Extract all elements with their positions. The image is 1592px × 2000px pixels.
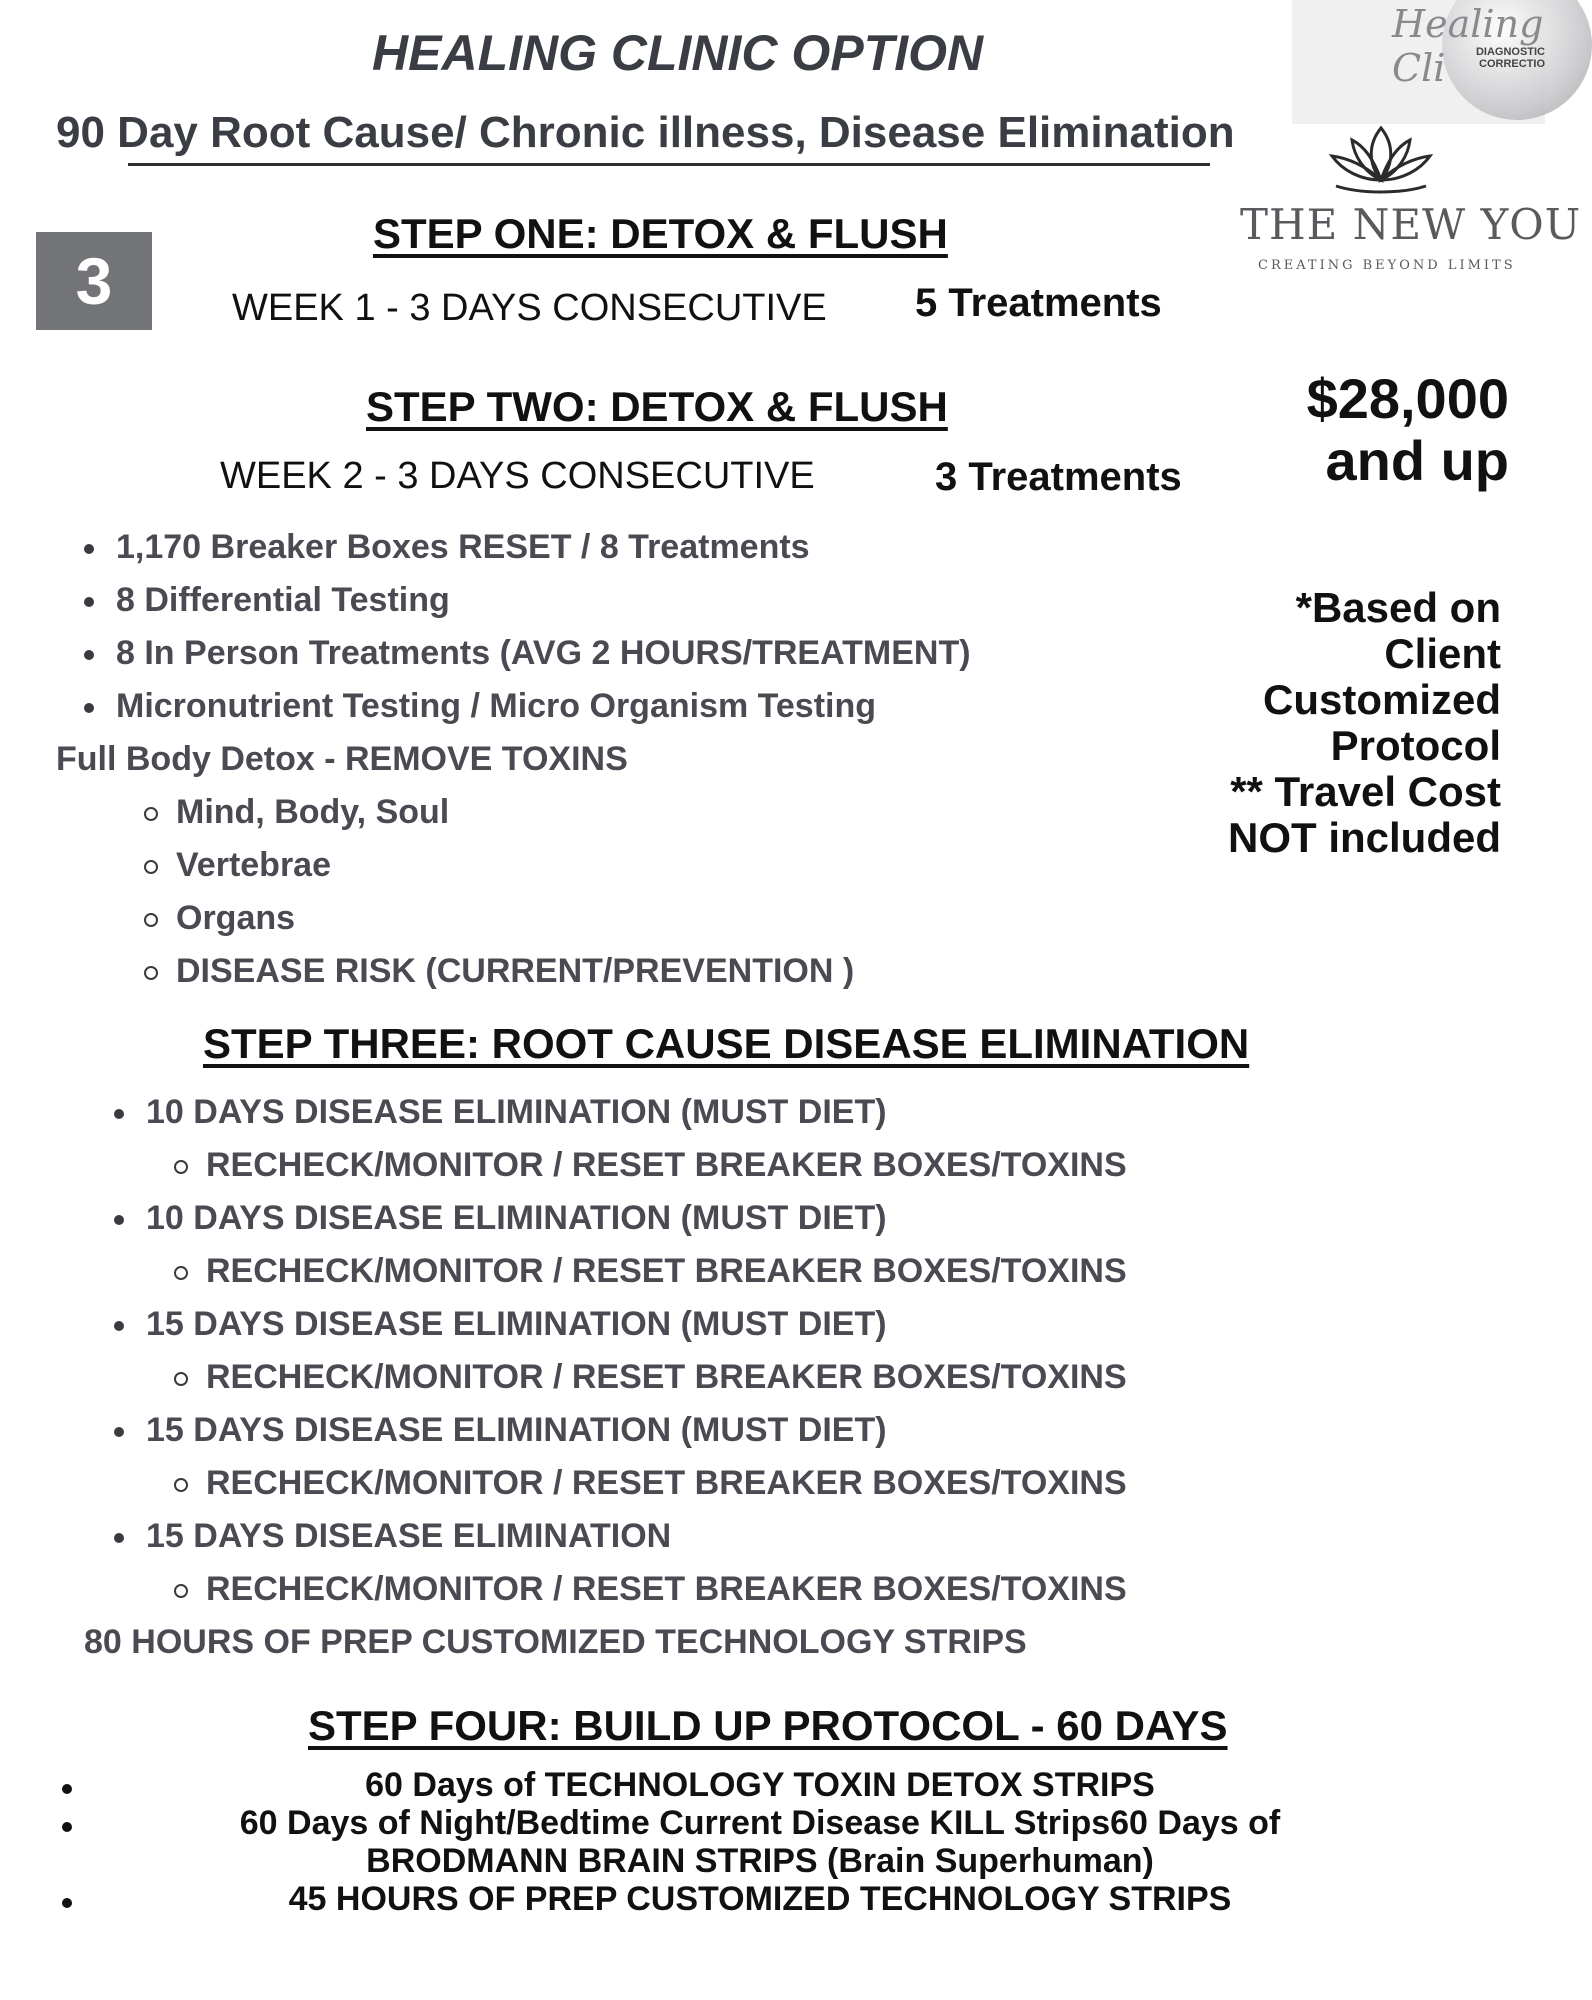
step-four-line: 45 HOURS OF PREP CUSTOMIZED TECHNOLOGY STRIPS: [288, 1880, 1232, 1918]
step-two-week: WEEK 2 - 3 DAYS CONSECUTIVE: [220, 455, 815, 497]
step-four-heading: STEP FOUR: BUILD UP PROTOCOL - 60 DAYS: [308, 1702, 1228, 1749]
list-item: Micronutrient Testing / Micro Organism Testing: [116, 687, 877, 725]
pricing-notes: [1228, 585, 1501, 861]
list-sub-item: RECHECK/MONITOR / RESET BREAKER BOXES/TOXINS: [206, 1146, 1127, 1184]
full-body-detox-label: Full Body Detox - REMOVE TOXINS: [56, 740, 628, 778]
brand-tagline: CREATING BEYOND LIMITS: [1258, 258, 1516, 273]
step-three-footer: 80 HOURS OF PREP CUSTOMIZED TECHNOLOGY STRIPS: [84, 1623, 1027, 1661]
page-subtitle: 90 Day Root Cause/ Chronic illness, Disease Elimination: [56, 108, 1235, 157]
note-line: Customized: [1262, 676, 1501, 723]
note-line: *Based on: [1295, 584, 1501, 631]
logo-small-line-2: CORRECTIO: [1479, 58, 1545, 70]
step-four-line: 60 Days of Night/Bedtime Current Disease KILL Strips60 Days of: [239, 1804, 1281, 1842]
step-two-heading: STEP TWO: DETOX & FLUSH: [366, 383, 948, 430]
note-line: Client: [1384, 630, 1501, 677]
list-item: 15 DAYS DISEASE ELIMINATION (MUST DIET): [146, 1305, 887, 1343]
list-item: 15 DAYS DISEASE ELIMINATION: [146, 1517, 672, 1555]
step-one-heading: STEP ONE: DETOX & FLUSH: [373, 210, 948, 257]
note-line: NOT included: [1228, 814, 1501, 861]
bullet-dot: [62, 1784, 72, 1794]
list-item: 10 DAYS DISEASE ELIMINATION (MUST DIET): [146, 1199, 887, 1237]
step-four-line: 60 Days of TECHNOLOGY TOXIN DETOX STRIPS: [365, 1766, 1155, 1804]
step-four-line: BRODMANN BRAIN STRIPS (Brain Superhuman): [366, 1842, 1154, 1880]
list-item: 15 DAYS DISEASE ELIMINATION (MUST DIET): [146, 1411, 887, 1449]
price-value: $28,000: [1306, 367, 1509, 430]
step-one-treatments: 5 Treatments: [915, 281, 1162, 325]
price-suffix: and up: [1325, 429, 1509, 492]
list-item: 10 DAYS DISEASE ELIMINATION (MUST DIET): [146, 1093, 887, 1131]
list-item: 1,170 Breaker Boxes RESET / 8 Treatments: [116, 528, 810, 566]
list-item: DISEASE RISK (CURRENT/PREVENTION ): [176, 952, 855, 990]
lotus-icon: [1316, 120, 1446, 200]
bullet-dot: [62, 1822, 72, 1832]
healing-clinic-logo: [1292, 0, 1545, 124]
list-item: 8 In Person Treatments (AVG 2 HOURS/TREATMENT): [116, 634, 971, 672]
note-line: ** Travel Cost: [1230, 768, 1501, 815]
logo-small-line-1: DIAGNOSTIC: [1475, 46, 1545, 58]
bullet-dot: [62, 1898, 72, 1908]
logo-small-text: [1476, 46, 1545, 70]
list-sub-item: RECHECK/MONITOR / RESET BREAKER BOXES/TOXINS: [206, 1252, 1127, 1290]
list-item: Organs: [176, 899, 296, 937]
list-item: Mind, Body, Soul: [176, 793, 450, 831]
step-three-heading: STEP THREE: ROOT CAUSE DISEASE ELIMINATION: [203, 1020, 1250, 1067]
subtitle-divider: [128, 163, 1210, 166]
list-item: Vertebrae: [176, 846, 331, 884]
step-two-treatments: 3 Treatments: [935, 455, 1182, 499]
option-number-badge: 3: [36, 232, 152, 330]
page-title: HEALING CLINIC OPTION: [372, 25, 984, 81]
list-item: 8 Differential Testing: [116, 581, 450, 619]
list-sub-item: RECHECK/MONITOR / RESET BREAKER BOXES/TOXINS: [206, 1464, 1127, 1502]
note-line: Protocol: [1330, 722, 1501, 769]
step-one-week: WEEK 1 - 3 DAYS CONSECUTIVE: [232, 287, 827, 329]
price-block: [1307, 368, 1509, 492]
list-sub-item: RECHECK/MONITOR / RESET BREAKER BOXES/TOXINS: [206, 1570, 1127, 1608]
list-sub-item: RECHECK/MONITOR / RESET BREAKER BOXES/TOXINS: [206, 1358, 1127, 1396]
brand-name: THE NEW YOU: [1240, 200, 1582, 249]
logo-script-text: Healing Cli: [1392, 2, 1544, 90]
